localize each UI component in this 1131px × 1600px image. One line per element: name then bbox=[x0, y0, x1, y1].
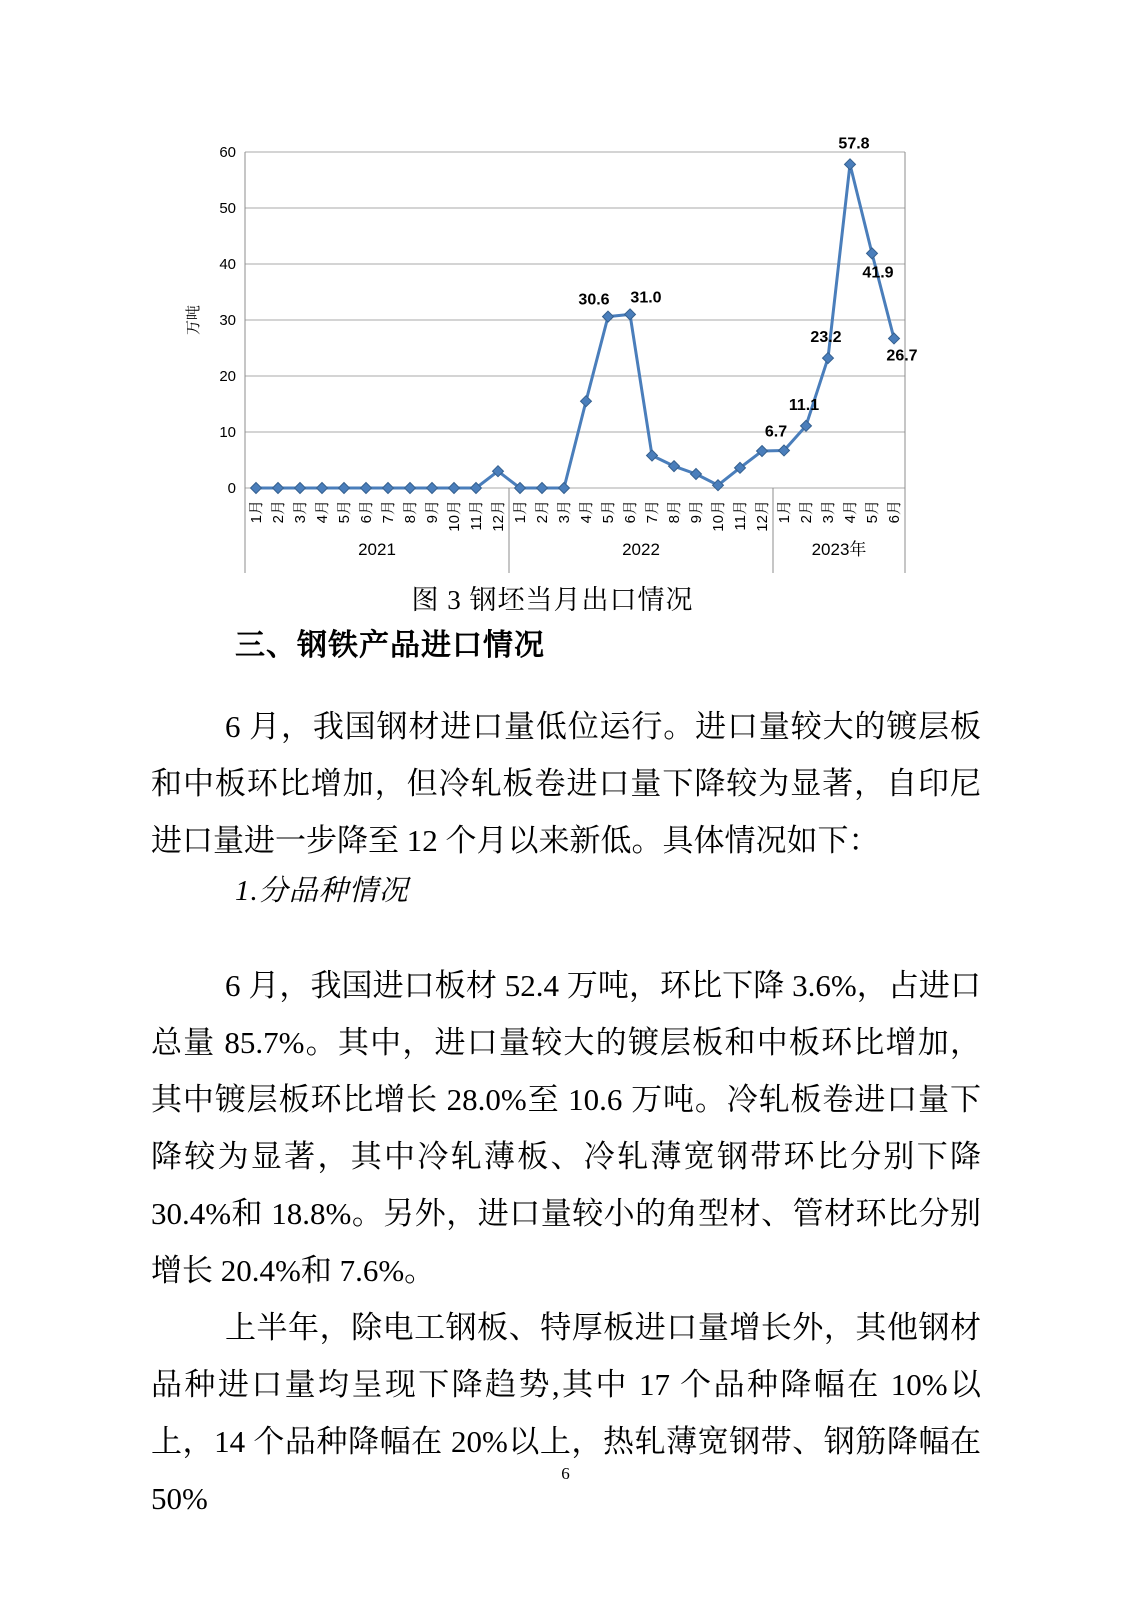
y-axis-tick-labels bbox=[219, 144, 236, 497]
data-label: 30.6 bbox=[578, 291, 610, 309]
chart-canvas bbox=[180, 118, 950, 583]
data-label: 6.7 bbox=[764, 423, 788, 441]
sub-heading-by-variety: 1.分品种情况 bbox=[235, 875, 409, 907]
x-axis-year-labels bbox=[358, 539, 866, 559]
section-heading: 三、钢铁产品进口情况 bbox=[235, 629, 545, 662]
x-tick-label: 9月 bbox=[688, 500, 705, 524]
x-tick-label: 5月 bbox=[336, 500, 353, 524]
x-tick-label: 12月 bbox=[490, 500, 507, 532]
data-point-marker bbox=[581, 396, 592, 407]
y-tick-label: 50 bbox=[219, 200, 236, 217]
data-point-marker bbox=[383, 483, 394, 494]
y-tick-label: 0 bbox=[227, 480, 236, 497]
x-tick-label: 5月 bbox=[864, 500, 881, 524]
data-point-marker bbox=[537, 483, 548, 494]
x-tick-label: 5月 bbox=[600, 500, 617, 524]
x-tick-label: 6月 bbox=[886, 500, 903, 524]
data-label: 41.9 bbox=[862, 264, 894, 282]
x-tick-label: 2月 bbox=[534, 500, 551, 524]
year-label: 2022 bbox=[622, 540, 660, 559]
x-axis-month-labels bbox=[248, 500, 903, 532]
monthly-export-line-chart bbox=[180, 118, 950, 583]
y-tick-label: 30 bbox=[219, 312, 236, 329]
x-tick-label: 1月 bbox=[776, 500, 793, 524]
data-point-marker bbox=[251, 483, 262, 494]
figure-caption: 图 3 钢坯当月出口情况 bbox=[411, 585, 694, 615]
data-point-marker bbox=[669, 461, 680, 472]
x-tick-label: 12月 bbox=[754, 500, 771, 532]
x-tick-label: 3月 bbox=[820, 500, 837, 524]
data-point-marker bbox=[295, 483, 306, 494]
x-tick-label: 2月 bbox=[798, 500, 815, 524]
data-point-marker bbox=[823, 353, 834, 364]
x-tick-label: 2月 bbox=[270, 500, 287, 524]
x-tick-label: 4月 bbox=[578, 500, 595, 524]
x-tick-label: 11月 bbox=[732, 500, 749, 531]
gridlines bbox=[245, 152, 905, 488]
x-tick-label: 6月 bbox=[358, 500, 375, 524]
x-tick-label: 6月 bbox=[622, 500, 639, 524]
x-tick-label: 8月 bbox=[666, 500, 683, 524]
x-tick-label: 1月 bbox=[248, 500, 265, 524]
y-tick-label: 60 bbox=[219, 144, 236, 161]
data-label: 23.2 bbox=[810, 329, 842, 347]
data-point-marker bbox=[867, 248, 878, 259]
data-point-marker bbox=[559, 483, 570, 494]
data-point-marker bbox=[405, 483, 416, 494]
x-tick-label: 1月 bbox=[512, 500, 529, 524]
series-line bbox=[256, 164, 894, 488]
y-tick-label: 20 bbox=[219, 368, 236, 385]
data-label: 31.0 bbox=[630, 289, 662, 307]
data-point-marker bbox=[625, 309, 636, 320]
x-tick-label: 7月 bbox=[644, 500, 661, 524]
data-label: 11.1 bbox=[788, 396, 820, 414]
data-label: 26.7 bbox=[886, 347, 918, 365]
x-tick-label: 10月 bbox=[446, 500, 463, 532]
x-tick-label: 8月 bbox=[402, 500, 419, 524]
data-point-marker bbox=[361, 483, 372, 494]
data-point-marker bbox=[339, 483, 350, 494]
x-tick-label: 3月 bbox=[556, 500, 573, 524]
paragraph-variety-detail: 6 月，我国进口板材 52.4 万吨，环比下降 3.6%，占进口总量 85.7%。其中，进口量较大的镀层板和中板环比增加，其中镀层板环比增长 28.0%至 10.6 万吨。冷轧板卷进口量下降较为显著，其中冷轧薄板、冷轧薄宽钢带环比分别下降 30.4%和 18.8%。另外，进口量较小的角型材、管材环比分别增长 20.4%和 7.6%。 bbox=[151, 968, 981, 1288]
x-tick-label: 9月 bbox=[424, 500, 441, 524]
y-tick-label: 40 bbox=[219, 256, 236, 273]
data-point-marker bbox=[317, 483, 328, 494]
data-labels bbox=[578, 135, 917, 440]
data-point-marker bbox=[427, 483, 438, 494]
data-point-marker bbox=[845, 159, 856, 170]
data-point-marker bbox=[889, 333, 900, 344]
data-point-marker bbox=[273, 483, 284, 494]
year-label: 2021 bbox=[358, 540, 396, 559]
data-point-marker bbox=[449, 483, 460, 494]
data-point-marker bbox=[647, 450, 658, 461]
y-tick-label: 10 bbox=[219, 424, 236, 441]
x-tick-label: 10月 bbox=[710, 500, 727, 532]
paragraph-import-overview: 6 月，我国钢材进口量低位运行。进口量较大的镀层板和中板环比增加，但冷轧板卷进口量下降较为显著，自印尼进口量进一步降至 12 个月以来新低。具体情况如下： bbox=[151, 709, 981, 858]
paragraph-half-year: 上半年，除电工钢板、特厚板进口量增长外，其他钢材品种进口量均呈现下降趋势,其中 17 个品种降幅在 10%以上，14 个品种降幅在 20%以上，热轧薄宽钢带、钢筋降幅在 50% bbox=[151, 1310, 981, 1516]
x-tick-label: 11月 bbox=[468, 500, 485, 531]
x-tick-label: 3月 bbox=[292, 500, 309, 524]
data-label: 57.8 bbox=[838, 135, 870, 153]
year-label: 2023年 bbox=[811, 540, 867, 559]
y-axis-title: 万吨 bbox=[185, 304, 202, 336]
x-tick-label: 7月 bbox=[380, 500, 397, 524]
data-point-marker bbox=[691, 469, 702, 480]
page-number: 6 bbox=[561, 1464, 570, 1483]
x-tick-label: 4月 bbox=[842, 500, 859, 524]
x-tick-label: 4月 bbox=[314, 500, 331, 524]
